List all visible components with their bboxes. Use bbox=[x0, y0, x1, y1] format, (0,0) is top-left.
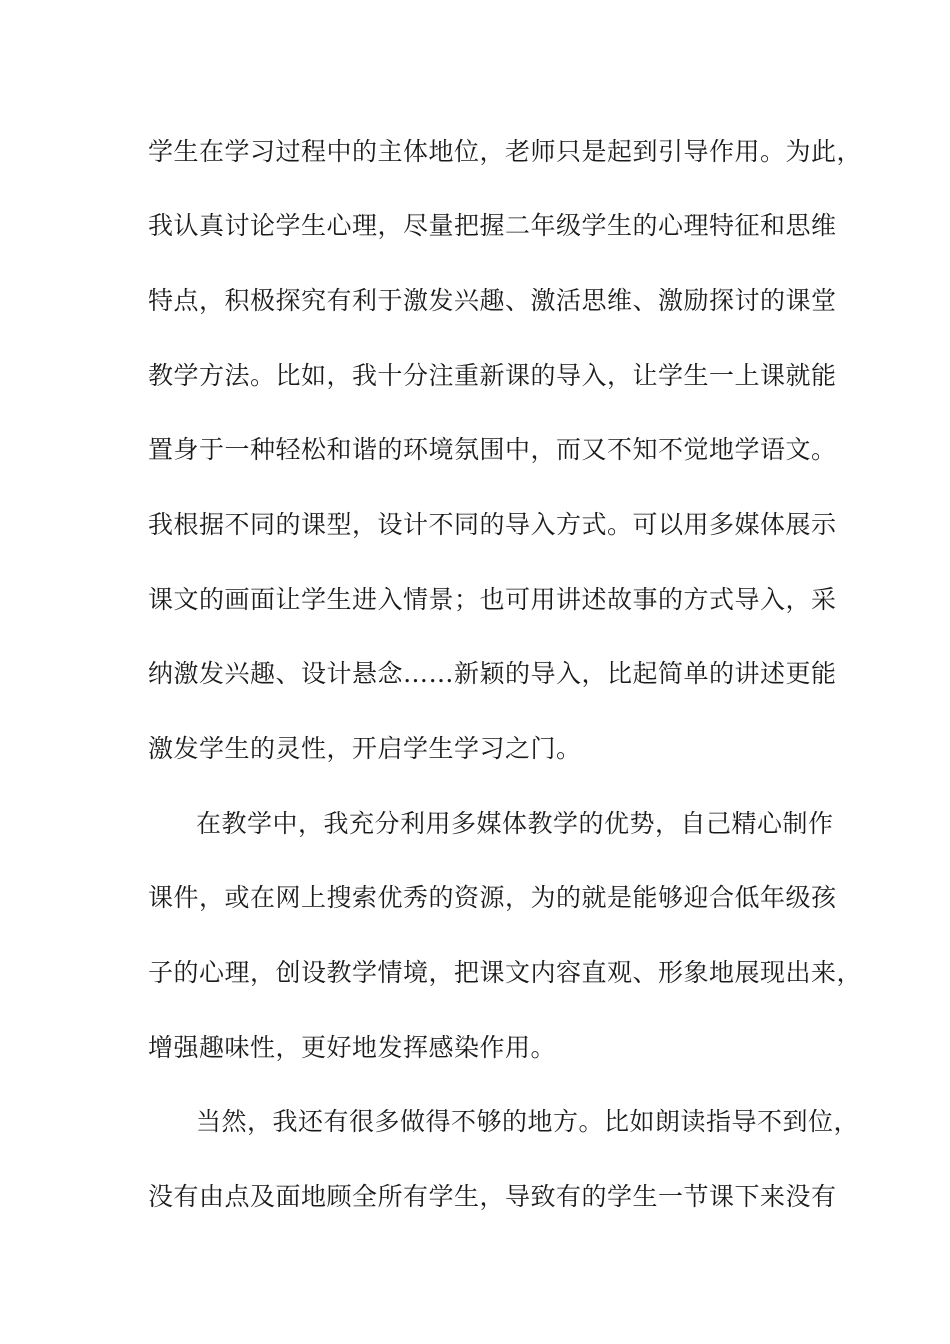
text-line: 课文的画面让学生进入情景；也可用讲述故事的方式导入，采 bbox=[148, 585, 837, 614]
text-line: 置身于一种轻松和谐的环境氛围中，而又不知不觉地学语文。 bbox=[148, 435, 837, 464]
paragraph-first-line: 在教学中，我充分利用多媒体教学的优势，自己精心制作 bbox=[196, 809, 834, 838]
paragraph-first-line: 当然，我还有很多做得不够的地方。比如朗读指导不到位， bbox=[196, 1107, 860, 1136]
text-line: 激发学生的灵性，开启学生学习之门。 bbox=[148, 734, 582, 763]
text-line: 学生在学习过程中的主体地位，老师只是起到引导作用。为此， bbox=[148, 137, 863, 166]
text-line: 课件，或在网上搜索优秀的资源，为的就是能够迎合低年级孩 bbox=[148, 883, 837, 912]
text-line: 没有由点及面地顾全所有学生，导致有的学生一节课下来没有 bbox=[148, 1182, 837, 1211]
text-line: 纳激发兴趣、设计悬念……新颖的导入，比起简单的讲述更能 bbox=[148, 659, 837, 688]
text-line: 子的心理，创设教学情境，把课文内容直观、形象地展现出来， bbox=[148, 958, 863, 987]
text-line: 我认真讨论学生心理，尽量把握二年级学生的心理特征和思维 bbox=[148, 211, 837, 240]
text-line: 增强趣味性，更好地发挥感染作用。 bbox=[148, 1033, 557, 1062]
text-line: 教学方法。比如，我十分注重新课的导入，让学生一上课就能 bbox=[148, 361, 837, 390]
text-line: 我根据不同的课型，设计不同的导入方式。可以用多媒体展示 bbox=[148, 510, 837, 539]
text-line: 特点，积极探究有利于激发兴趣、激活思维、激励探讨的课堂 bbox=[148, 286, 837, 315]
